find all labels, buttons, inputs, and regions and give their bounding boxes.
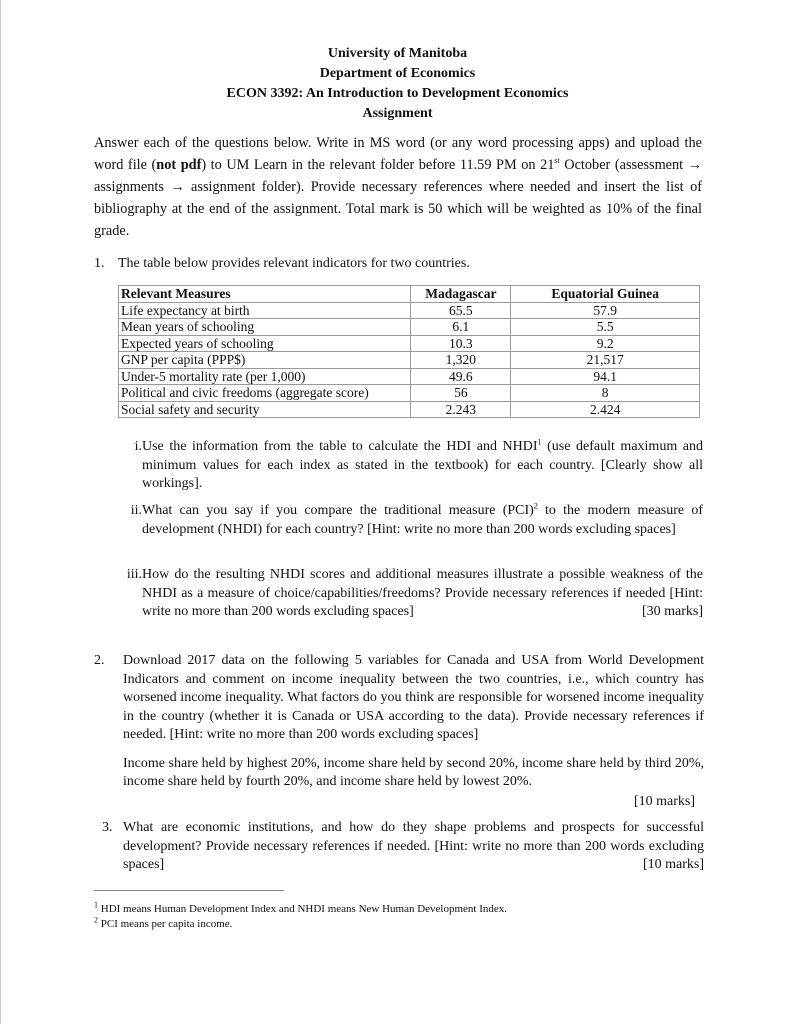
instructions-paragraph: Answer each of the questions below. Write in MS word (or any word processing apps) and upload the word file (not pdf) to UM Learn in the relevant folder before 11.59 PM on 21st October (assessment → assignments → assignment folder). Provide necessary references where needed and insert the list of bibliography at the end of the assignment. Total mark is 50 which will be weighted as 10% of the final grade. (94, 135, 702, 239)
document-header (1, 44, 793, 124)
question-3-marks: [10 marks] (642, 857, 704, 872)
table-row (119, 335, 700, 352)
table-header-row (119, 286, 700, 303)
table-cell: 8 (511, 385, 700, 402)
table-cell: 6.1 (411, 319, 511, 336)
indicators-table (118, 285, 700, 418)
table-cell: 2.243 (411, 401, 511, 418)
table-row (119, 319, 700, 336)
question-1-part-i: i. Use the information from the table to calculate the HDI and NHDI$^1$ (use default maximum and minimum values for each index as stated in the textbook) for each country. [Clearly show all workings]. (134, 437, 703, 491)
university-name: University of Manitoba (327, 46, 468, 61)
question-2 (94, 652, 704, 792)
table-cell: GNP per capita (PPP$) (119, 352, 411, 369)
question-1-part-iii: iii. How do the resulting NHDI scores and additional measures illustrate a possible weakness of the NHDI as a measure of choice/capabilities/freedoms? Provide necessary references if needed [Hint: write no more than 200 words excluding spaces] [30 marks] (118, 566, 703, 622)
table-cell: 94.1 (511, 368, 700, 385)
course-title: ECON 3392: An Introduction to Development Economics (226, 86, 569, 101)
question-1-prompt: 1. The table below provides relevant indicators for two countries. (94, 254, 470, 274)
question-2-marks: [10 marks] (634, 794, 696, 809)
table-cell: Under-5 mortality rate (per 1,000) (119, 368, 411, 385)
table-cell: 65.5 (411, 302, 511, 319)
table-row (119, 352, 700, 369)
question-1-marks: [30 marks] (641, 604, 703, 619)
table-cell: 10.3 (411, 335, 511, 352)
question-2-variables: Income share held by highest 20%, income share held by second 20%, income share held by third 20%, income share held by fourth 20%, and income share held by lowest 20%. (123, 755, 704, 789)
table-cell: 56 (411, 385, 511, 402)
question-1-part-ii: ii. What can you say if you compare the traditional measure (PCI)$^2$ to the modern measure of development (NHDI) for each country? [Hint: write no more than 200 words excluding spaces] (130, 501, 704, 537)
table-row (119, 368, 700, 385)
table-cell: Expected years of schooling (119, 335, 411, 352)
column-header: Relevant Measures (119, 286, 411, 303)
table-cell: 57.9 (511, 302, 700, 319)
question-3-text: What are economic institutions, and how do they shape problems and prospects for successful development? Provide necessary references if needed. [Hint: write no more than 200 words excluding spaces] (123, 820, 704, 872)
table-cell: Social safety and security (119, 401, 411, 418)
column-header: Equatorial Guinea (511, 286, 700, 303)
table-cell: 1,320 (411, 352, 511, 369)
table-row (119, 302, 700, 319)
table-cell: 5.5 (511, 319, 700, 336)
footnote-1: $^1$ HDI means Human Development Index and NHDI means New Human Development Index. (94, 900, 508, 915)
table-cell: Mean years of schooling (119, 319, 411, 336)
table-row (119, 385, 700, 402)
footnote-2: $^2$ PCI means per capita income. (94, 915, 233, 930)
table-row (119, 401, 700, 418)
question-3 (102, 819, 704, 875)
table-cell: 21,517 (511, 352, 700, 369)
department-name: Department of Economics (319, 66, 476, 81)
question-2-text: Download 2017 data on the following 5 variables for Canada and USA from World Development Indicators and comment on income inequality between the two countries, i.e., which country has worsened income inequality. What factors do you think are responsible for worsened income inequality in the country (whether it is Canada or USA according to the data). Provide necessary references if needed. [Hint: write no more than 200 words excluding spaces] (123, 653, 704, 742)
not-pdf-emphasis: not pdf (156, 157, 202, 173)
footnote-separator (94, 890, 284, 891)
column-header: Madagascar (411, 286, 511, 303)
question-number: 3. (102, 820, 113, 835)
document-type: Assignment (362, 106, 433, 121)
table-cell: 9.2 (511, 335, 700, 352)
table-cell: 2.424 (511, 401, 700, 418)
question-number: 2. (94, 653, 105, 668)
table-cell: 49.6 (411, 368, 511, 385)
question-number: 1. (94, 256, 105, 271)
table-cell: Life expectancy at birth (119, 302, 411, 319)
table-cell: Political and civic freedoms (aggregate score) (119, 385, 411, 402)
